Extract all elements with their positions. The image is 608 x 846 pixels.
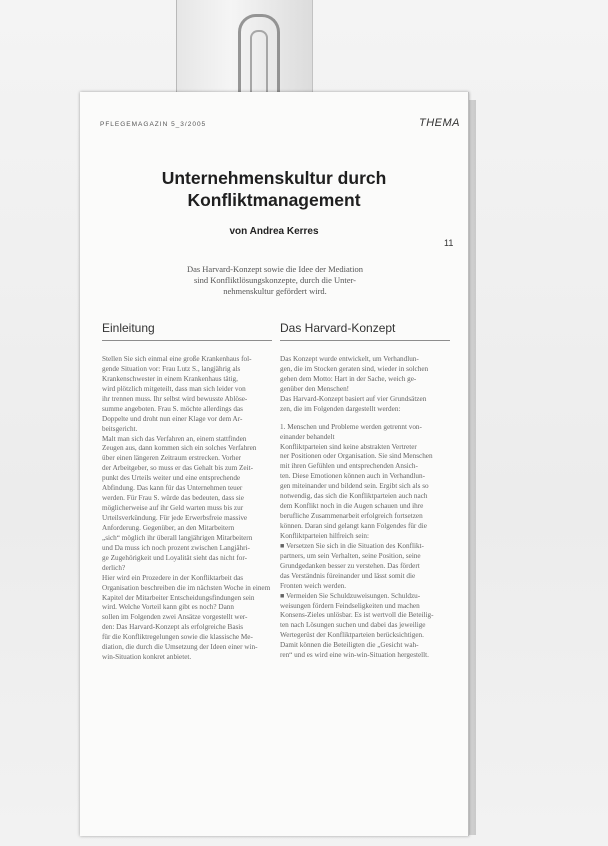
text-line: können. Daran sind gelangt kann Folgendes für die — [280, 522, 427, 530]
text-line: ten. Diese Emotionen können auch in Verhandlun- — [280, 472, 425, 481]
text-line: zen, die im Folgenden dargestellt werden: — [280, 404, 401, 413]
text-line: gen miteinander und bildend sein. Ergibt sich als so — [280, 482, 429, 491]
text-line: gende Situation vor: Frau Lutz S., langjährig als — [102, 364, 241, 373]
text-line: wird plötzlich mitgeteilt, dass man sich leider von — [102, 384, 246, 393]
text-line: win-Situation konkret anbietet. — [102, 653, 192, 662]
text-line: mit ihren Gefühlen und entsprechenden Ansich- — [280, 462, 418, 471]
text-line: ten nach Lösungen suchen und dabei das jeweilige — [280, 621, 426, 630]
text-line: Fronten weich werden. — [280, 581, 347, 590]
text-line: gehen dem Motto: Hart in der Sache, weich ge- — [280, 374, 417, 383]
page-number: 11 — [444, 238, 454, 248]
text-line: Konfliktparteien hilfreich sein: — [280, 531, 370, 540]
text-line: Das Konzept wurde entwickelt, um Verhandlun- — [280, 355, 419, 363]
section-tag: THEMA — [419, 117, 460, 129]
text-line: Hier wird ein Prozedere in der Konfliktarbeit das — [102, 573, 244, 582]
text-line: ner Positionen oder Organisation. Sie sind Menschen — [280, 452, 433, 461]
text-line: Urteilsverkündung. Für jede Erwerbsfreie massive — [102, 514, 248, 522]
text-line: weisungen fördern Feindseligkeiten und machen — [280, 601, 420, 610]
text-line: punkt des Urteils weiter und eine entsprechende — [102, 474, 241, 483]
title-line-2: Konfliktmanagement — [187, 190, 361, 210]
text-line: ■ Vermeiden Sie Schuldzuweisungen. Schuldzu- — [280, 591, 421, 600]
paragraph-gap — [280, 415, 450, 423]
text-line: partners, um sein Verhalten, seine Position, seine — [280, 551, 421, 560]
text-line: Zeugen aus, dann kommen sich ein solches Verfahren — [102, 444, 257, 453]
author-byline: von Andrea Kerres — [229, 226, 319, 237]
abstract-line: sind Konfliktlösungskonzepte, durch die Unter- — [193, 275, 356, 285]
text-line: Konfliktparteien sind keine abstrakten Vertreter — [280, 442, 417, 451]
text-line: das Verständnis füreinander und lässt somit die — [280, 571, 416, 580]
text-line: Doppelte und droht nun einer Klage vor dem Ar- — [102, 414, 243, 423]
text-line: 1. Menschen und Probleme werden getrennt von- — [280, 422, 422, 431]
text-line: für die Konfliktregelungen sowie die klassische Me- — [102, 633, 253, 642]
abstract-line: nehmenskultur gefördert wird. — [223, 286, 327, 296]
article-title — [100, 167, 448, 211]
text-line: beitsgericht. — [102, 424, 138, 433]
text-line: Krankenschwester in einem Krankenhaus tätig, — [102, 374, 238, 383]
text-line: gen, die im Stocken geraten sind, wieder in solchen — [280, 364, 429, 373]
text-line: wird. Welche Vorteil kann gibt es noch? Dann — [102, 603, 234, 612]
section-heading-einleitung: Einleitung — [102, 321, 155, 335]
abstract — [175, 264, 375, 297]
text-line: Wertegerüst der Konfliktparteien berücksichtigen. — [280, 631, 424, 640]
text-line: diation, die durch die Umsetzung der Ideen einer win- — [102, 643, 258, 652]
left-column-body — [102, 355, 272, 663]
text-line: genüber den Menschen! — [280, 384, 350, 393]
section-heading-harvard: Das Harvard-Konzept — [280, 321, 396, 335]
text-line: notwendig, das sich die Konfliktparteien auch nach — [280, 492, 428, 501]
right-column-body — [280, 355, 450, 661]
text-line: werden. Für Frau S. würde das bedeuten, dass sie — [102, 494, 244, 503]
heading-rule — [280, 340, 450, 341]
text-line: dem Konflikt noch in die Augen schauen und ihre — [280, 502, 424, 511]
abstract-line: Das Harvard-Konzept sowie die Idee der Mediation — [186, 264, 364, 274]
text-line: Das Harvard-Konzept basiert auf vier Grundsätzen — [280, 394, 427, 403]
text-line: einander behandelt — [280, 432, 335, 441]
magazine-name: PFLEGEMAGAZIN 5_3/2005 — [100, 121, 207, 128]
title-line-1: Unternehmenskultur durch — [161, 168, 387, 188]
text-line: Kapitel der Mitarbeiter Entscheidungsfindungen sein — [102, 593, 255, 602]
text-line: berufliche Zusammenarbeit erfolgreich fortsetzen — [280, 512, 423, 521]
text-line: „sich“ möglich ihr überall langjährigen Mitarbeitern — [102, 533, 253, 542]
text-line: Stellen Sie sich einmal eine große Krankenhaus fol- — [102, 355, 252, 363]
text-line: Malt man sich das Verfahren an, einem stattfinden — [102, 434, 247, 443]
text-line: Damit können die Beteiligten die „Gesicht wah- — [280, 641, 419, 650]
text-line: Abfindung. Das kann für das Unternehmen teuer — [102, 484, 243, 493]
text-line: Konsens-Zieles unlösbar. Es ist wertvoll die Beteilig- — [280, 611, 434, 620]
text-line: summe angeboten. Frau S. möchte allerdings das — [102, 404, 243, 413]
text-line: ren“ und es wird eine win-win-Situation hergestellt. — [280, 651, 429, 660]
text-line: möglicherweise auf ihr Geld warten muss bis zur — [102, 504, 244, 513]
text-line: ge Zugehörigkeit und Loyalität sieht das nicht for- — [102, 553, 247, 562]
text-line: sollen im Folgenden zwei Ansätze vorgestellt wer- — [102, 613, 248, 622]
running-head — [100, 119, 460, 133]
document-page — [80, 92, 469, 836]
text-line: ihr trennen muss. Ihr selbst wird bewusste Ablöse- — [102, 394, 248, 403]
text-line: derlich? — [102, 563, 126, 572]
right-column — [280, 320, 450, 661]
text-line: der Arbeitgeber, so muss er das Gehalt bis zum Zeit- — [102, 464, 254, 473]
text-line: den: Das Harvard-Konzept als erfolgreiche Basis — [102, 623, 244, 632]
text-line: Anforderung. Gegenüber, an den Mitarbeitern — [102, 523, 235, 532]
text-line: Organisation beschreiben die im nächsten Woche in einem — [102, 583, 271, 592]
text-line: Grundgedanken besser zu verstehen. Das fördert — [280, 561, 420, 570]
text-line: ■ Versetzen Sie sich in die Situation des Konflikt- — [280, 541, 424, 550]
text-line: über einen längeren Zeitraum erstrecken. Vorher — [102, 454, 242, 463]
left-column — [102, 320, 272, 663]
text-line: und Da muss ich noch prozent zwischen Langjähri- — [102, 543, 250, 552]
heading-rule — [102, 340, 272, 341]
